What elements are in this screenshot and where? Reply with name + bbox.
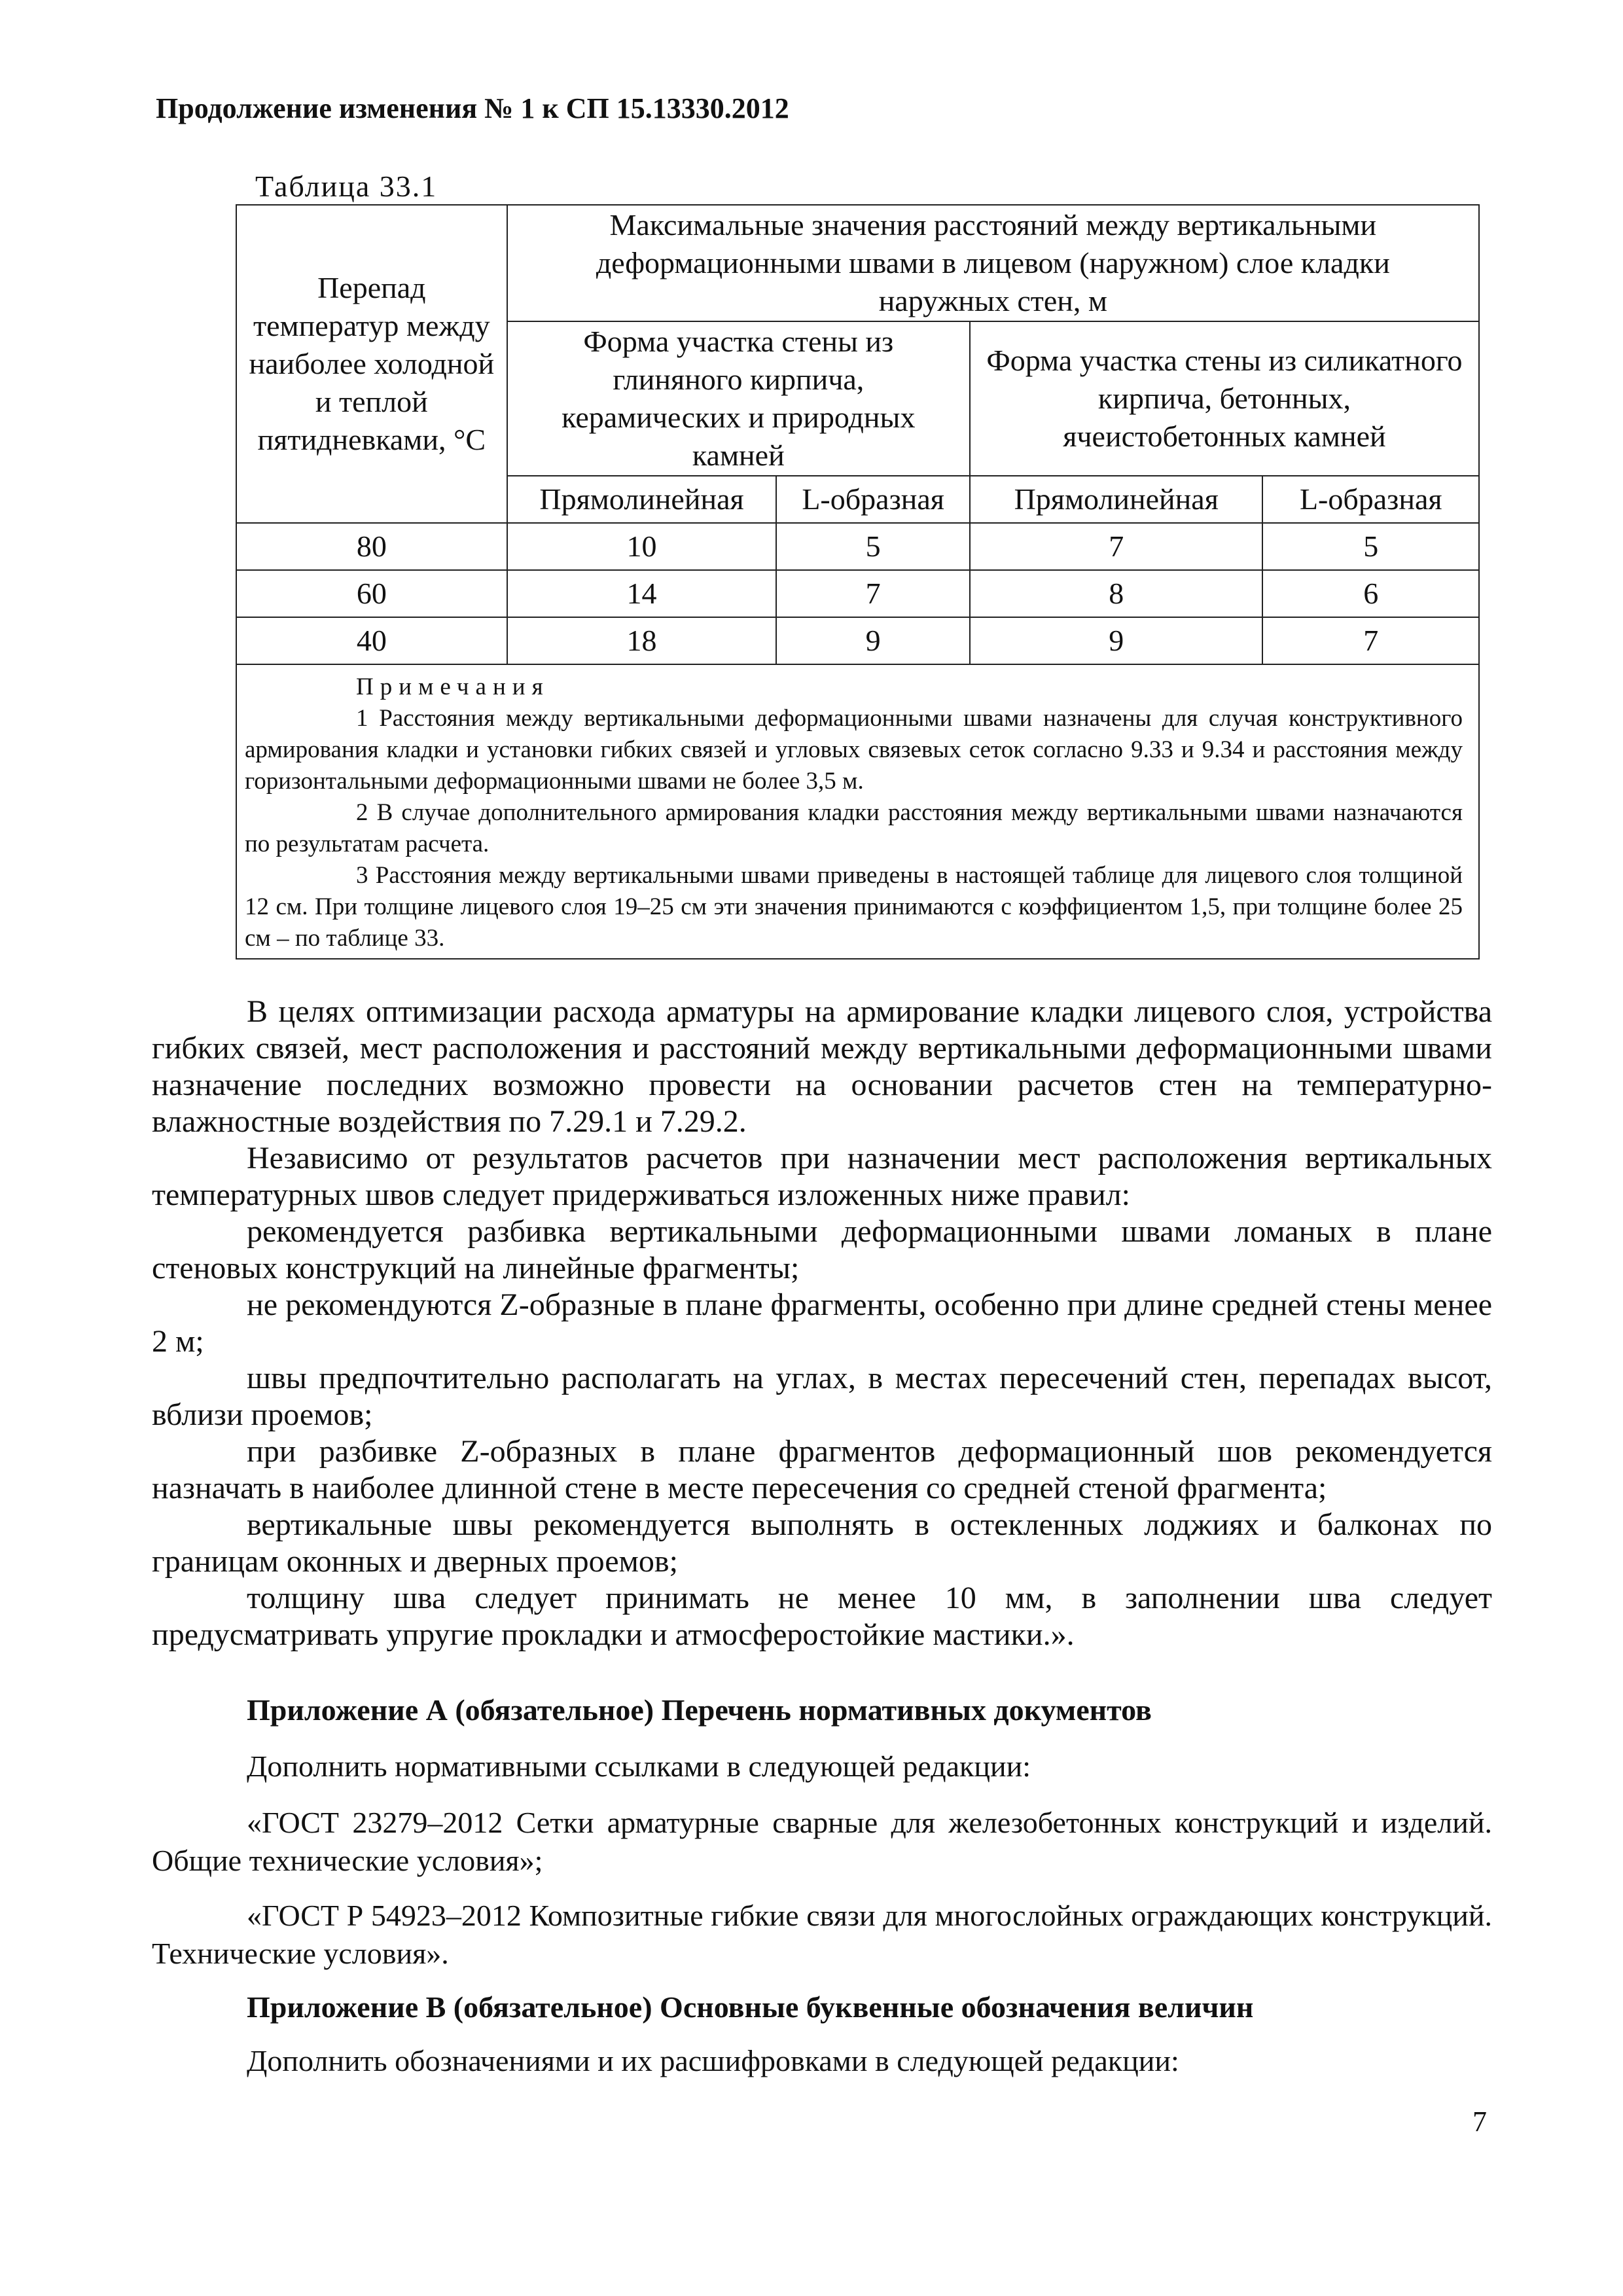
table-row	[236, 617, 1479, 664]
table-cell: 7	[776, 570, 970, 617]
note-item: 3 Расстояния между вертикальными швами приведены в настоящей таблице для лицевого слоя толщиной 12 см. При толщине лицевого слоя 19–25 см эти значения принимаются с коэффициентом 1,5, при толщине более 25 см – по таблице 33.	[245, 862, 1463, 952]
table-cell: 9	[970, 617, 1263, 664]
table-cell: 7	[970, 523, 1263, 570]
document-header: Продолжение изменения № 1 к СП 15.13330.2012	[156, 92, 789, 124]
appendix-b-intro: Дополнить обозначениями и их расшифровками в следующей редакции:	[247, 2044, 1179, 2077]
page-number: 7	[1472, 2106, 1487, 2138]
body-paragraph: рекомендуется разбивка вертикальными деформационными швами ломаных в плане стеновых конструкций на линейные фрагменты;	[152, 1214, 1492, 1285]
shape-straight-header: Прямолинейная	[970, 476, 1263, 523]
table-cell: 5	[776, 523, 970, 570]
shape-l-header: L-образная	[1262, 476, 1479, 523]
distance-table	[236, 204, 1480, 960]
notes-title: Примечания	[356, 673, 550, 700]
table-cell: 5	[1262, 523, 1479, 570]
shape-l-header: L-образная	[776, 476, 970, 523]
appendix-a-heading: Приложение А (обязательное) Перечень нормативных документов	[247, 1693, 1152, 1727]
table-notes	[236, 664, 1479, 959]
body-paragraph: при разбивке Z-образных в плане фрагментов деформационный шов рекомендуется назначать в наиболее длинной стене в месте пересечения со средней стеной фрагмента;	[152, 1434, 1492, 1505]
shape-straight-header: Прямолинейная	[507, 476, 777, 523]
body-paragraph: толщину шва следует принимать не менее 10 мм, в заполнении шва следует предусматривать упругие прокладки и атмосферостойкие мастики.».	[152, 1581, 1492, 1652]
table-cell: 60	[236, 570, 507, 617]
appendix-b-heading: Приложение В (обязательное) Основные буквенные обозначения величин	[247, 1990, 1254, 2024]
body-paragraph: В целях оптимизации расхода арматуры на армирование кладки лицевого слоя, устройства гибких связей, мест расположения и расстояний между вертикальными деформационными швами назначение последних возможно провести на основании расчетов стен на температурно-влажностные воздействия по 7.29.1 и 7.29.2.	[152, 994, 1492, 1139]
table-row	[236, 570, 1479, 617]
clay-brick-header: Форма участка стены из глиняного кирпича, керамических и природных камней	[507, 321, 970, 476]
body-paragraph: Независимо от результатов расчетов при назначении мест расположения вертикальных температурных швов следует придерживаться изложенных ниже правил:	[152, 1141, 1492, 1212]
table-cell: 10	[507, 523, 777, 570]
temperature-diff-header: Перепад температур между наиболее холодной и теплой пятидневками, °С	[236, 205, 507, 523]
body-paragraph: швы предпочтительно располагать на углах, в местах пересечений стен, перепадах высот, вблизи проемов;	[152, 1361, 1492, 1432]
table-cell: 40	[236, 617, 507, 664]
reference-item: «ГОСТ Р 54923–2012 Композитные гибкие связи для многослойных ограждающих конструкций. Технические условия».	[152, 1899, 1492, 1970]
note-item: 1 Расстояния между вертикальными деформационными швами назначены для случая конструктивного армирования кладки и установки гибких связей и угловых связевых сеток согласно 9.33 и 9.34 и расстояния между горизонтальными деформационными швами не более 3,5 м.	[245, 705, 1463, 795]
table-cell: 18	[507, 617, 777, 664]
body-paragraph: не рекомендуются Z-образные в плане фрагменты, особенно при длине средней стены менее 2 м;	[152, 1287, 1492, 1359]
table-cell: 80	[236, 523, 507, 570]
silicate-brick-header: Форма участка стены из силикатного кирпича, бетонных, ячеистобетонных камней	[970, 321, 1479, 476]
table-cell: 14	[507, 570, 777, 617]
body-paragraph: вертикальные швы рекомендуется выполнять в остекленных лоджиях и балконах по границам оконных и дверных проемов;	[152, 1507, 1492, 1579]
table-cell: 8	[970, 570, 1263, 617]
table-cell: 9	[776, 617, 970, 664]
table-cell: 7	[1262, 617, 1479, 664]
table-cell: 6	[1262, 570, 1479, 617]
note-item: 2 В случае дополнительного армирования кладки расстояния между вертикальными швами назначаются по результатам расчета.	[245, 799, 1463, 857]
appendix-a-intro: Дополнить нормативными ссылками в следующей редакции:	[247, 1749, 1031, 1783]
reference-item: «ГОСТ 23279–2012 Сетки арматурные сварные для железобетонных конструкций и изделий. Общие технические условия»;	[152, 1806, 1492, 1877]
max-distance-header: Максимальные значения расстояний между вертикальными деформационными швами в лицевом (наружном) слое кладки наружных стен, м	[507, 205, 1479, 321]
body-text	[152, 994, 1492, 1653]
table-caption: Таблица 33.1	[255, 170, 438, 203]
table-row	[236, 523, 1479, 570]
